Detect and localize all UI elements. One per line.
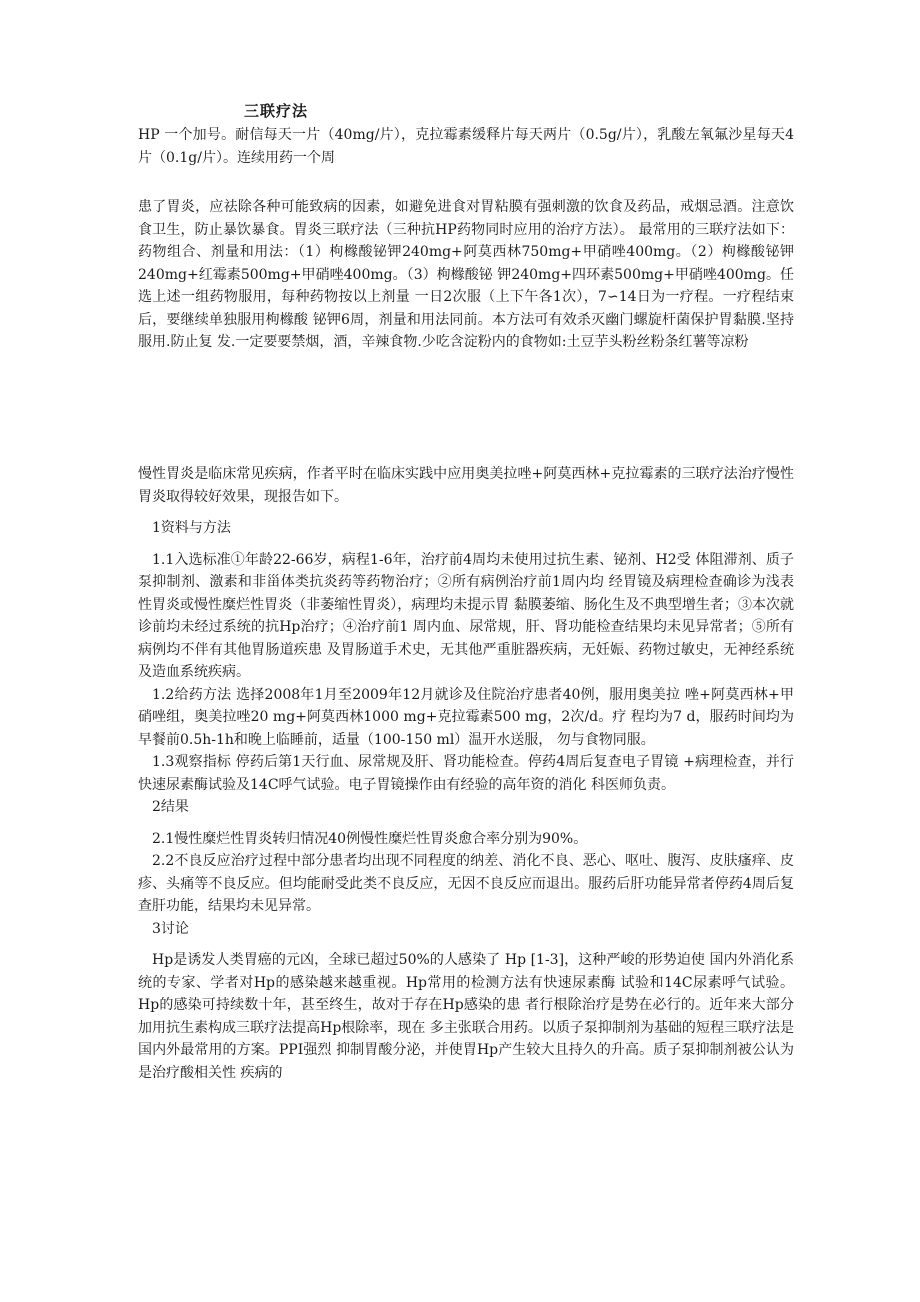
paragraph-dosage-method: 1.2给药方法 选择2008年1月至2009年12月就诊及住院治疗患者40例，服用奥美拉 唑+阿莫西林+甲硝唑组，奥美拉唑20 mg+阿莫西林1000 mg+克拉霉素500 mg，2次/d。疗 程均为7 d，服药时间均为早餐前0.5h-1h和晚上临睡前，适量（100-150 ml）温开水送服， 勿与食物同服。	[138, 686, 794, 748]
section-heading-results: 2结果	[152, 799, 189, 815]
section-heading-materials: 1资料与方法	[152, 520, 231, 536]
intro-section	[138, 124, 794, 169]
paragraph-adverse-reactions: 2.2不良反应治疗过程中部分患者均出现不同程度的纳差、消化不良、恶心、呕吐、腹泻、皮肤瘙痒、皮疹、头痛等不良反应。但均能耐受此类不良反应，无因不良反应而退出。服药后肝功能异常者停药4周后复查肝功能，结果均未见异常。	[138, 853, 794, 914]
document-title: 三联疗法	[244, 102, 309, 120]
article-section	[138, 463, 794, 1084]
paragraph-outcome: 2.1慢性糜烂性胃炎转归情况40例慢性糜烂性胃炎愈合率分别为90%。	[152, 830, 588, 847]
intro-paragraph: HP 一个加号。耐信每天一片（40mg/片），克拉霉素缓释片每天两片（0.5g/片），乳酸左氧氟沙星每天4片（0.1g/片）。连续用药一个周	[138, 127, 794, 166]
section-heading-discussion: 3讨论	[152, 920, 189, 937]
paragraph-discussion: Hp是诱发人类胃癌的元凶，全球已超过50%的人感染了 Hp [1-3]，这种严峻的形势迫使 国内外消化系统的专家、学者对Hp的感染越来越重视。Hp常用的检测方法有快速尿素酶 试验和14C尿素呼气试验。Hp的感染可持续数十年，甚至终生，故对于存在Hp感染的患 者行根除治疗是势在必行的。近年来大部分加用抗生素构成三联疗法提高Hp根除率，现在 多主张联合用药。以质子泵抑制剂为基础的短程三联疗法是国内外最常用的方案。PPI强烈 抑制胃酸分泌，并使胃Hp产生较大且持久的升高。质子泵抑制剂被公认为是治疗酸相关性 疾病的	[138, 952, 794, 1081]
treatment-paragraph: 患了胃炎，应祛除各种可能致病的因素，如避免进食对胃粘膜有强刺激的饮食及药品，戒烟忌酒。注意饮食卫生，防止暴饮暴食。胃炎三联疗法（三种抗HP药物同时应用的治疗方法）。 最常用的三联疗法如下：药物组合、剂量和用法：（1）枸橼酸铋钾240mg+阿莫西林750mg+甲硝唑400mg。（2）枸橼酸铋钾240mg+红霉素500mg+甲硝唑400mg。（3）枸橼酸铋 钾240mg+四环素500mg+甲硝唑400mg。任选上述一组药物服用，每种药物按以上剂量 一日2次服（上下午各1次），7∽14日为一疗程。一疗程结束后，要继续单独服用枸橼酸 铋钾6周，剂量和用法同前。本方法可有效杀灭幽门螺旋杆菌保护胃黏膜.坚持服用.防止复 发.一定要要禁烟，酒，辛辣食物.少吃含淀粉内的食物如:土豆芋头粉丝粉条红薯等凉粉	[138, 199, 794, 350]
paragraph-observation-index: 1.3观察指标 停药后第1天行血、尿常规及肝、肾功能检查。停药4周后复查电子胃镜 +病理检查，并行快速尿素酶试验及14C呼气试验。电子胃镜操作由有经验的高年资的消化 科医师负责。	[138, 754, 794, 793]
paragraph-inclusion-criteria: 1.1入选标准①年龄22-66岁，病程1-6年，治疗前4周均未使用过抗生素、铋剂、H2受 体阻滞剂、质子泵抑制剂、激素和非甾体类抗炎药等药物治疗；②所有病例治疗前1周内均 经胃镜及病理检查确诊为浅表性胃炎或慢性糜烂性胃炎（非萎缩性胃炎），病理均未提示胃 黏膜萎缩、肠化生及不典型增生者；③本次就诊前均未经过系统的抗Hp治疗；④治疗前1 周内血、尿常规，肝、肾功能检查结果均未见异常者；⑤所有病例均不伴有其他胃肠道疾患 及胃肠道手术史，无其他严重脏器疾病，无妊娠、药物过敏史，无神经系统及造血系统疾病。	[138, 551, 794, 680]
article-intro-paragraph: 慢性胃炎是临床常见疾病，作者平时在临床实践中应用奥美拉唑+阿莫西林+克拉霉素的三联疗法治疗慢性胃炎取得较好效果，现报告如下。	[138, 466, 794, 505]
treatment-section	[138, 196, 794, 354]
